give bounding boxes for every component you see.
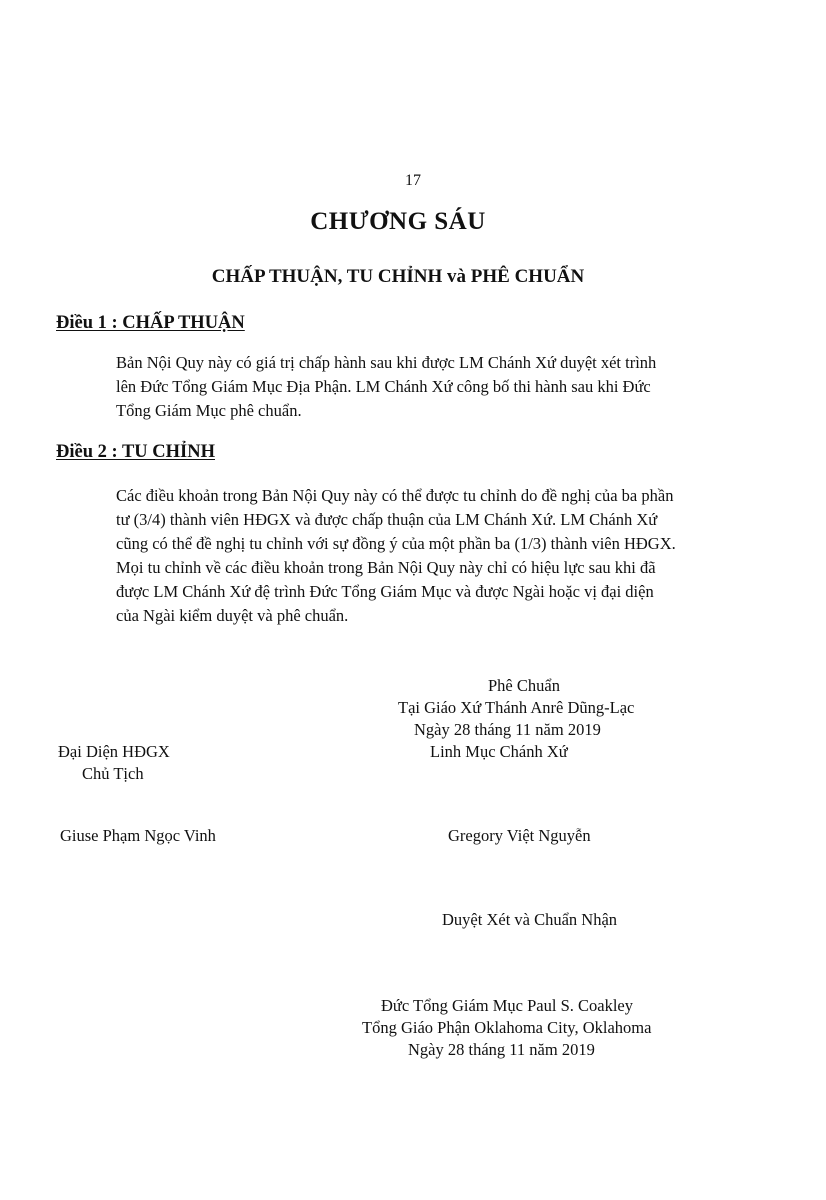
article-1-line: lên Đức Tổng Giám Mục Địa Phận. LM Chánh Xứ công bố thi hành sau khi Đức: [116, 377, 651, 396]
chapter-subtitle: CHẤP THUẬN, TU CHỈNH và PHÊ CHUẨN: [211, 266, 585, 287]
article-2-heading: Điều 2 : TU CHỈNH: [56, 442, 215, 462]
approval-location: Tại Giáo Xứ Thánh Anrê Dũng-Lạc: [398, 698, 635, 717]
review-office: Tổng Giáo Phận Oklahoma City, Oklahoma: [362, 1018, 652, 1037]
article-2-line: Mọi tu chỉnh về các điều khoản trong Bản Nội Quy này chỉ có hiệu lực sau khi đã: [116, 558, 656, 577]
article-1-heading: Điều 1 : CHẤP THUẬN: [56, 313, 245, 333]
council-name: Giuse Phạm Ngọc Vinh: [60, 826, 216, 845]
council-role: Chủ Tịch: [82, 764, 144, 783]
approval-name: Gregory Việt Nguyễn: [448, 826, 591, 845]
article-1-line: Tổng Giám Mục phê chuẩn.: [116, 401, 302, 420]
article-2-line: của Ngài kiểm duyệt và phê chuẩn.: [116, 606, 349, 625]
approval-date: Ngày 28 tháng 11 năm 2019: [414, 720, 601, 739]
approval-heading: Phê Chuẩn: [488, 676, 560, 695]
page-number: 17: [405, 172, 421, 189]
chapter-title: CHƯƠNG SÁU: [310, 208, 486, 235]
approval-role: Linh Mục Chánh Xứ: [430, 742, 568, 761]
article-1-line: Bản Nội Quy này có giá trị chấp hành sau khi được LM Chánh Xứ duyệt xét trình: [116, 353, 657, 372]
council-title: Đại Diện HĐGX: [58, 742, 170, 761]
article-2-line: cũng có thể đề nghị tu chỉnh với sự đồng ý của một phần ba (1/3) thành viên HĐGX.: [116, 534, 676, 553]
article-1-body: [116, 351, 756, 423]
article-2-line: Các điều khoản trong Bản Nội Quy này có thể được tu chỉnh do đề nghị của ba phần: [116, 486, 674, 505]
review-heading: Duyệt Xét và Chuẩn Nhận: [442, 910, 618, 929]
article-2-line: tư (3/4) thành viên HĐGX và được chấp thuận của LM Chánh Xứ. LM Chánh Xứ: [116, 510, 658, 529]
review-date: Ngày 28 tháng 11 năm 2019: [408, 1040, 595, 1059]
article-2-body: [116, 484, 756, 628]
review-name: Đức Tổng Giám Mục Paul S. Coakley: [381, 996, 633, 1015]
article-2-line: được LM Chánh Xứ đệ trình Đức Tổng Giám Mục và được Ngài hoặc vị đại diện: [116, 582, 654, 601]
